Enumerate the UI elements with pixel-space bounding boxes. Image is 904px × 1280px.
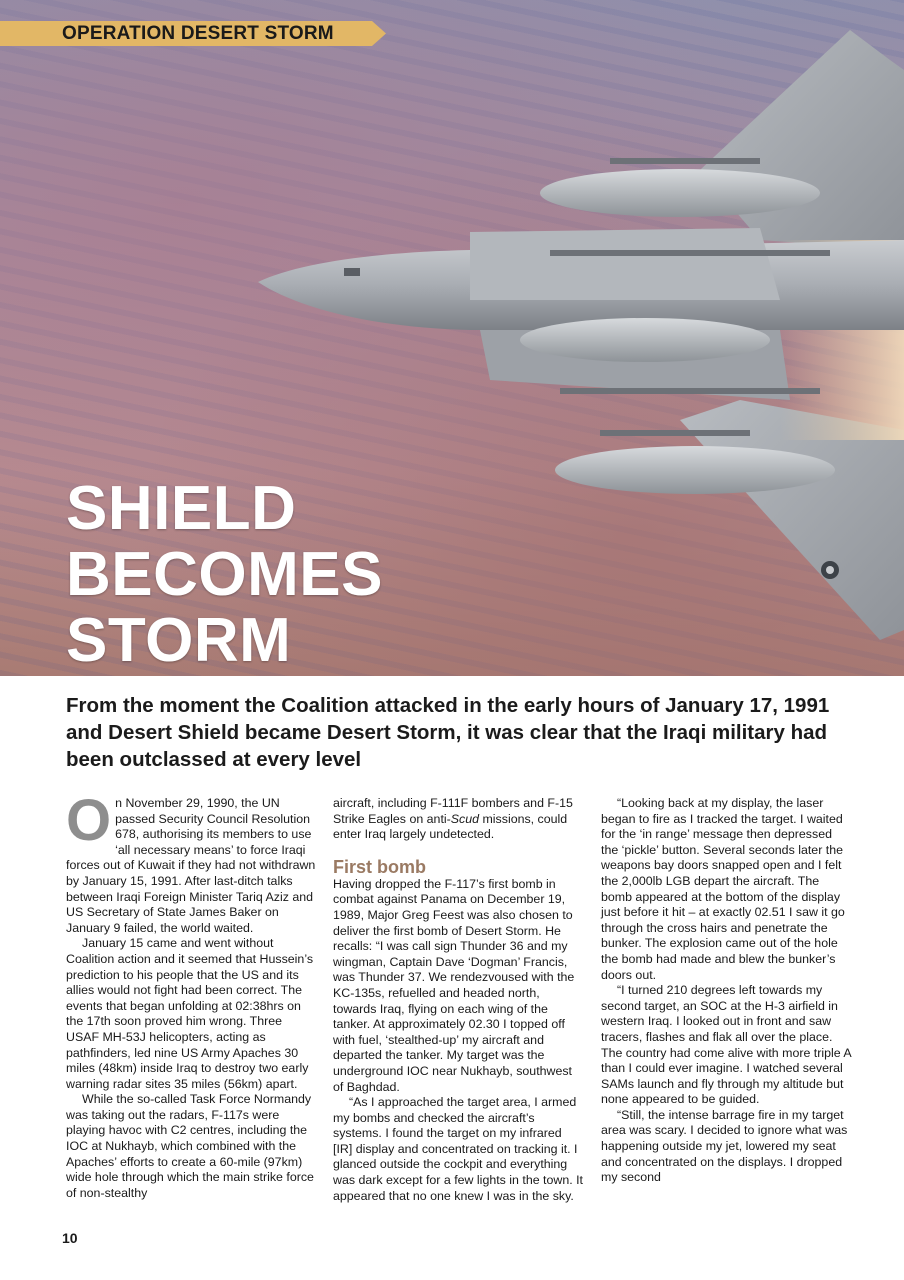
paragraph: January 15 came and went without Coalition action and it seemed that Hussein’s prediction to his people that the US and its allies would not fight had been correct. The events that began unfolding at 02:38hrs on the 17th soon proved him wrong. Three USAF MH-53J helicopters, acting as pathfinders, led nine US Army Apaches 30 miles (48km) inside Iraq to destroy two early warning radar sites 35 miles (56km) apart. <box>66 936 314 1091</box>
page-number: 10 <box>62 1230 78 1246</box>
title-line-1: SHIELD <box>66 474 297 543</box>
paragraph: While the so-called Task Force Normandy was taking out the radars, F-117s were playing havoc with C2 centres, including the IOC at Nukhayb, which combined with the Apaches’ efforts to create a 60-mile (97km) wide hole through which the main strike force of non-stealthy <box>66 1092 314 1200</box>
subheading: First bomb <box>333 856 426 877</box>
paragraph: “Still, the intense barrage fire in my target area was scary. I decided to ignore what was happening outside my jet, lowered my seat and concentrated on the displays. I dropped my second <box>601 1107 848 1185</box>
section-tag <box>0 21 386 46</box>
standfirst: From the moment the Coalition attacked in the early hours of January 17, 1991 and Desert Shield became Desert Storm, it was clear that the Iraqi military had been outclassed at every level <box>66 694 830 771</box>
paragraph: aircraft, including F-111F bombers and F-15 Strike Eagles on anti-Scud missions, could enter Iraq largely undetected. <box>333 796 573 842</box>
drop-cap: O <box>66 788 112 853</box>
paragraph: Having dropped the F-117’s first bomb in combat against Panama on December 19, 1989, Major Greg Feest was also chosen to deliver the first bomb of Desert Storm. He recalls: “I was call sign Thunder 36 and my wingman, Captain Dave ‘Dogman’ Francis, was Thunder 37. We rendezvoused with the KC-135s, refuelled and headed north, towards Iraq, flying on each wing of the tanker. At approximately 02.30 I topped off with fuel, ‘stealthed-up’ my aircraft and departed the tanker. My target was the underground IOC near Nukhayb, southwest of Baghdad. <box>333 876 575 1094</box>
paragraph: “Looking back at my display, the laser began to fire as I tracked the target. I waited for the ‘in range’ message then depressed the ‘pickle’ button. Several seconds later the weapons bay doors snapped open and I felt the 2,000lb LGB depart the aircraft. The bomb appeared at the bottom of the display just before it hit – at exactly 02.51 I saw it go through the cross hairs and penetrate the bunker. The explosion came out of the hole the bomb had made and blew the bunker’s doors out. <box>601 796 845 982</box>
paragraph: “I turned 210 degrees left towards my second target, an SOC at the H-3 airfield in western Iraq. I looked out in front and saw tracers, flashes and flak all over the place. The country had come alive with more triple A than I could ever imagine. I watched several SAMs launch and fly through my altitude but none appeared to be guided. <box>601 983 851 1107</box>
body-column-1 <box>66 788 316 1201</box>
body-column-2 <box>333 796 583 1204</box>
title-line-3: STORM <box>66 606 292 675</box>
article-title <box>66 476 383 674</box>
section-tag-label: OPERATION DESERT STORM <box>62 23 334 44</box>
body-column-3 <box>601 796 851 1186</box>
title-line-2: BECOMES <box>66 540 383 609</box>
paragraph: “As I approached the target area, I armed my bombs and checked the aircraft’s systems. I found the target on my infrared [IR] display and concentrated on tracking it. I glanced outside the cockpit and everything was dark except for a few lights in the town. It appeared that no one knew I was in the sky. <box>333 1095 583 1203</box>
paragraph: On November 29, 1990, the UN passed Security Council Resolution 678, authorising its members to use ‘all necessary means’ to force Iraqi forces out of Kuwait if they had not withdrawn by January 15, 1991. After last-ditch talks between Iraqi Foreign Minister Tariq Aziz and US Secretary of State James Baker on January 9 failed, the world waited. <box>66 788 316 935</box>
